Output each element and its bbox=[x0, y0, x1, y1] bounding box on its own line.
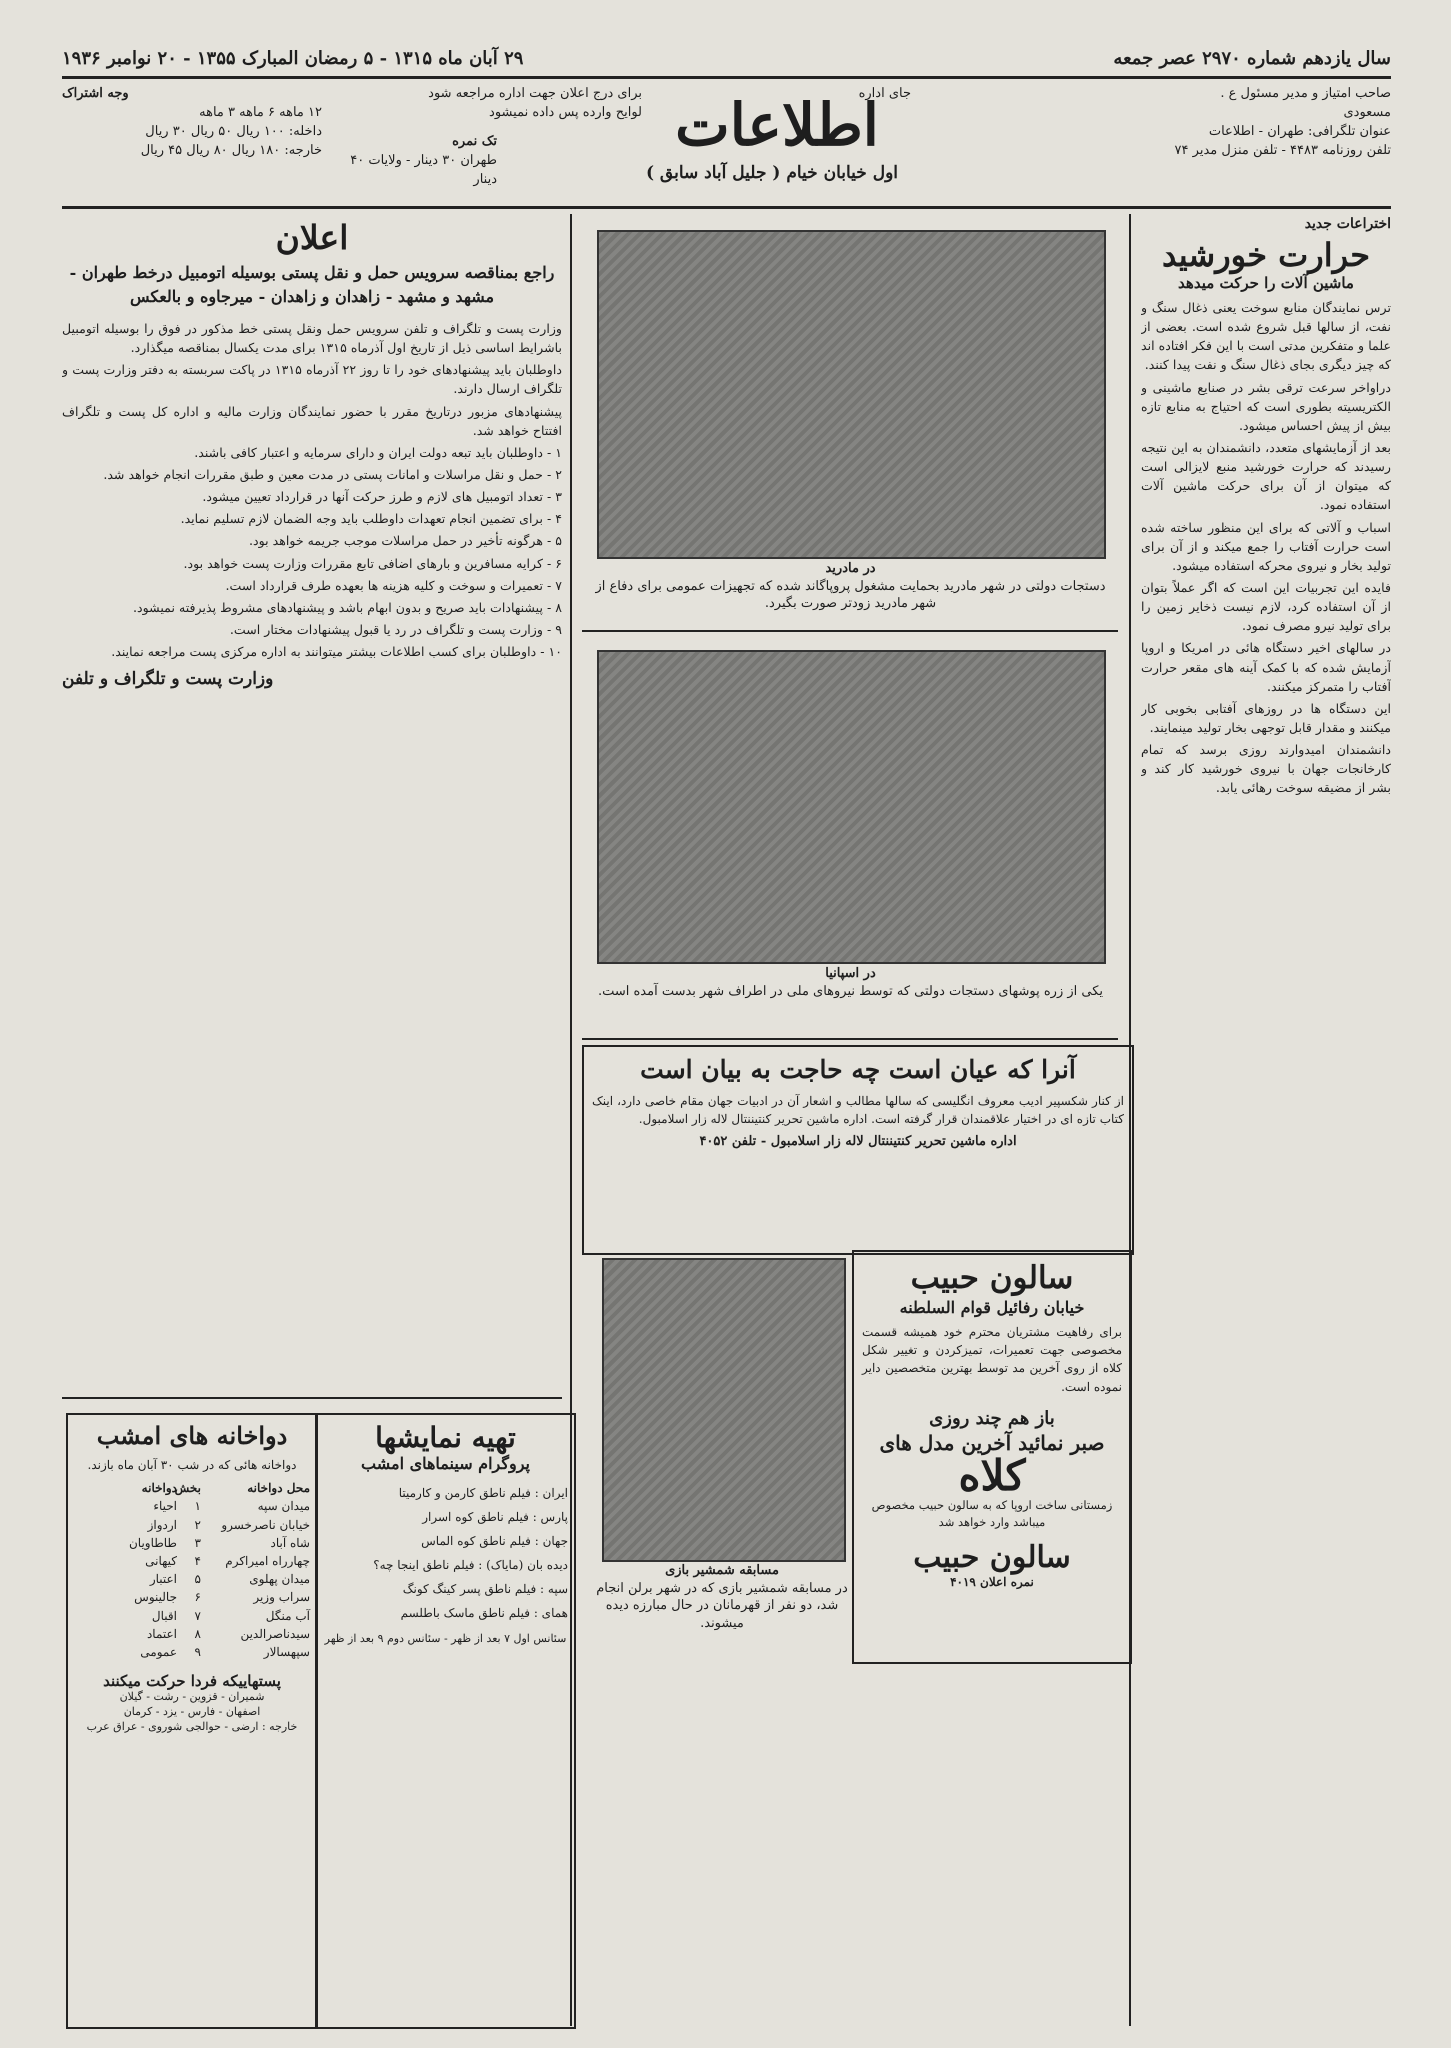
date-line: ۲۹ آبان ماه ۱۳۱۵ - ۵ رمضان المبارک ۱۳۵۵ - ۲۰ نوامبر ۱۹۳۶ bbox=[62, 48, 524, 69]
typewriter-ad-phone: اداره ماشین تحریر کنتیننتال لاله زار اسلامبول - تلفن ۴۰۵۲ bbox=[699, 1134, 1017, 1150]
sun-paragraph-5: فایده این تجربیات این است که اگر عملاً بتوان از آن استفاده کرد، لازم نیست ذخایر زمین را برای تولید نیرو مصرف نمود. bbox=[1141, 579, 1391, 634]
notice-paragraph-3: پیشنهادهای مزبور درتاریخ مقرر با حضور نمایندگان وزارت مالیه و اداره کل پست و تلگراف افتتاح خواهد شد. bbox=[62, 403, 562, 438]
madrid-caption bbox=[588, 560, 1113, 626]
notice-title: اعلان bbox=[275, 218, 349, 257]
sun-article-kicker: اختراعات جدید bbox=[1304, 216, 1391, 232]
masthead bbox=[62, 85, 1391, 205]
subscription-periods: ۱۲ ماهه ۶ ماهه ۳ ماهه bbox=[199, 104, 322, 120]
fencing-photo bbox=[602, 1258, 846, 1562]
spain-photo bbox=[597, 650, 1106, 964]
typewriter-ad-body: از کنار شکسپیر ادیب معروف انگلیسی که سالها مطالب و اشعار آن در ادبیات جهان مقام خاصی دارد، اینک کتاب تازه ای در اختیار علاقمندان قرار گرفته است. اداره ماشین تحریر کنتیننتال لاله زار اسلامبول. bbox=[592, 1094, 1124, 1127]
sun-paragraph-7: این دستگاه ها در روزهای آفتابی بخوبی کار میکنند و مقدار قابل توجهی بخار تولید مینمایند. bbox=[1141, 700, 1391, 735]
pharmacy-row-4-section: ۴ bbox=[194, 1553, 201, 1568]
cinema-title: تهیه نمایشها bbox=[375, 1421, 516, 1454]
cinema-item-2: پارس : فیلم ناطق کوه اسرار bbox=[422, 1510, 568, 1524]
owner-text: صاحب امتیاز و مدیر مسئول ع . مسعودی bbox=[1220, 86, 1391, 120]
fencing-caption-text: در مسابقه شمشیر بازی که در شهر برلن انجام شد، دو نفر از قهرمانان در حال مبارزه دیده میشوند. bbox=[596, 1580, 848, 1631]
masthead-bottom-rule bbox=[62, 206, 1391, 209]
mail-lines bbox=[74, 1690, 310, 1735]
notice-paragraph-13: ۱۰ - داوطلبان برای کسب اطلاعات بیشتر میتوانند به اداره مرکزی پست مراجعه نمایند. bbox=[111, 644, 562, 660]
center-separator-2 bbox=[582, 1038, 1118, 1040]
spain-caption-title: در اسپانیا bbox=[825, 966, 876, 981]
pharmacy-row-9-section: ۹ bbox=[194, 1644, 201, 1659]
habib-mid: باز هم چند روزی bbox=[929, 1407, 1055, 1429]
habib-footer-title: سالون حبیب bbox=[913, 1539, 1071, 1575]
single-price bbox=[337, 133, 497, 193]
habib-salon-ad bbox=[852, 1250, 1132, 1664]
notice-paragraph-4: ۱ - داوطلبان باید تبعه دولت ایران و دارای سرمایه و اعتبار کافی باشند. bbox=[194, 444, 562, 460]
pharmacy-box bbox=[66, 1413, 318, 2029]
cinema-times: سئانس اول ۷ بعد از ظهر - سئانس دوم ۹ بعد از ظهر bbox=[324, 1632, 567, 1645]
typewriter-ad-title: آنرا که عیان است چه حاجت به بیان است bbox=[640, 1055, 1076, 1084]
pharmacy-row-8-section: ۸ bbox=[194, 1626, 201, 1641]
notice-body bbox=[62, 319, 562, 661]
pharmacy-row-5-location: میدان پهلوی bbox=[249, 1572, 310, 1587]
left-column-separator-h bbox=[62, 1397, 562, 1399]
phone-text: تلفن روزنامه ۴۴۸۳ - تلفن منزل مدیر ۷۴ bbox=[1174, 142, 1391, 158]
sun-paragraph-3: بعد از آزمایشهای متعدد، دانشمندان به این نتیجه رسیدند که حرارت خورشید منبع لایزالی است که میتوان از آن برای حرکت ماشین آلات استفاده نمود. bbox=[1141, 439, 1391, 513]
fencing-caption-title: مسابقه شمشیر بازی bbox=[665, 1563, 779, 1578]
mail-title: پستهاییکه فردا حرکت میکنند bbox=[103, 1672, 281, 1691]
single-price-values: طهران ۳۰ دینار - ولایات ۴۰ دینار bbox=[350, 152, 497, 187]
cinema-box bbox=[315, 1413, 576, 2029]
notice-paragraph-2: داوطلبان باید پیشنهادهای خود را تا روز ۲۲ آذرماه ۱۳۱۵ در پاکت سربسته به دفتر وزارت پست و تلگراف ارسال دارند. bbox=[62, 362, 562, 397]
pharmacy-table bbox=[74, 1480, 310, 1660]
mail-line-3: خارجه : ارضی - حوالجی شوروی - عراق عرب bbox=[86, 1719, 298, 1733]
notice-paragraph-6: ۳ - تعداد اتومبیل های لازم و طرز حرکت آنها در قرارداد تعیین میشود. bbox=[202, 489, 562, 505]
telegram-text: عنوان تلگرافی: طهران - اطلاعات bbox=[1208, 123, 1391, 139]
mail-line-1: شمیران - قزوین - رشت - گیلان bbox=[119, 1690, 265, 1704]
notice-paragraph-12: ۹ - وزارت پست و تلگراف در رد یا قبول پیشنهادات مختار است. bbox=[229, 621, 562, 637]
cinema-item-3: جهان : فیلم ناطق کوه الماس bbox=[421, 1534, 568, 1548]
fencing-caption bbox=[592, 1562, 852, 1632]
cinema-item-5: سپه : فیلم ناطق پسر کینگ کونگ bbox=[402, 1582, 568, 1596]
pharmacy-row-2-section: ۲ bbox=[194, 1517, 201, 1532]
notice-bottom: لوایح وارده پس داده نمیشود bbox=[489, 104, 642, 120]
habib-body: برای رفاهیت مشتریان محترم خود همیشه قسمت مخصوصی جهت تعمیرات، تمیزکردن و تغییر شکل کلاه از روی آخرین مد توسط بهترین متخصصین دایر نموده است. bbox=[862, 1325, 1122, 1394]
sun-paragraph-1: ترس نمایندگان منابع سوخت یعنی ذغال سنگ و نفت، از سالها قبل شروع شده است. بعضی از علما و متفکرین مدتی است با این فکر افتاده اند که چیز دیگری بجای ذغال سنگ و نفت پیدا کنند. bbox=[1141, 300, 1391, 373]
center-separator-1 bbox=[582, 630, 1118, 632]
notice-paragraph-1: وزارت پست و تلگراف و تلفن سرویس حمل ونقل پستی خط مذکور در فوق را بوسیله اتومبیل باشرایط اساسی ذیل از تاریخ اول آذرماه ۱۳۱۵ برای مدت یکسال بمناقصه میگذارد. bbox=[62, 321, 562, 356]
pharmacy-row-1-section: ۱ bbox=[194, 1499, 201, 1514]
cinema-item-4: دیده بان (مایاک) : فیلم ناطق اینجا چه؟ bbox=[373, 1558, 568, 1572]
habib-hat: کلاه bbox=[958, 1450, 1026, 1500]
madrid-photo bbox=[597, 230, 1106, 559]
pharmacy-row-8-name: اعتماد bbox=[146, 1626, 177, 1641]
office-label: جای اداره bbox=[858, 86, 911, 101]
madrid-caption-text: دستجات دولتی در شهر مادرید بحمایت مشغول پروپاگاند شده که تجهیزات عمومی برای دفاع از شهر مادرید زودتر صورت بگیرد. bbox=[595, 578, 1106, 612]
typewriter-ad bbox=[582, 1045, 1134, 1255]
notice-paragraph-5: ۲ - حمل و نقل مراسلات و امانات پستی در مدت معین و طبق مقررات انجام خواهد شد. bbox=[103, 466, 562, 482]
pharmacy-row-7-section: ۷ bbox=[194, 1608, 201, 1623]
pharmacy-header-section: بخش bbox=[174, 1481, 201, 1496]
mail-line-2: اصفهان - فارس - یزد - کرمان bbox=[123, 1704, 261, 1718]
pharmacy-row-7-location: آب منگل bbox=[265, 1608, 310, 1623]
pharmacy-row-6-location: سراب وزیر bbox=[253, 1590, 310, 1605]
spain-caption bbox=[588, 965, 1113, 1031]
pharmacy-row-9-location: سپهسالار bbox=[263, 1644, 310, 1659]
pharmacy-row-2-name: اردواز bbox=[147, 1517, 177, 1532]
pharmacy-title: دواخانه های امشب bbox=[96, 1421, 288, 1450]
cinema-subtitle: پروگرام سینماهای امشب bbox=[361, 1454, 530, 1473]
notice-paragraph-8: ۵ - هرگونه تأخیر در حمل مراسلات موجب جریمه خواهد بود. bbox=[248, 533, 562, 549]
subscription-title: وجه اشتراک bbox=[62, 86, 129, 101]
subscription-internal: داخله: ۱۰۰ ریال ۵۰ ریال ۳۰ ریال bbox=[145, 123, 322, 139]
single-price-title: تک نمره bbox=[452, 134, 497, 149]
spain-caption-text: یکی از زره پوشهای دستجات دولتی که توسط نیروهای ملی در اطراف شهر بدست آمده است. bbox=[597, 983, 1104, 999]
top-header bbox=[62, 48, 1391, 72]
sun-paragraph-8: دانشمندان امیدوارند روزی برسد که تمام کارخانجات جهان با نیروی خورشید کار کند و بشر از مضیقه سوخت رهائی یابد. bbox=[1141, 742, 1391, 796]
pharmacy-row-6-name: جالینوس bbox=[134, 1590, 177, 1605]
pharmacy-header-name: دواخانه bbox=[141, 1481, 177, 1496]
pharmacy-row-7-name: اقبال bbox=[151, 1608, 177, 1623]
main-notice bbox=[62, 218, 562, 1386]
pharmacy-row-5-section: ۵ bbox=[194, 1572, 201, 1587]
subscription-external: خارجه: ۱۸۰ ریال ۸۰ ریال ۴۵ ریال bbox=[140, 142, 322, 158]
pharmacy-row-4-location: چهارراه امیراکرم bbox=[225, 1553, 310, 1568]
pharmacy-row-9-name: عمومی bbox=[140, 1644, 177, 1659]
sun-paragraph-6: در سالهای اخیر دستگاه هائی در امریکا و اروپا آزمایش شده که با کمک آینه های مقعر حرارت آفتاب را متمرکز میکنند. bbox=[1141, 640, 1391, 694]
madrid-caption-title: در مادرید bbox=[825, 561, 876, 576]
habib-fashion: صبر نمائید آخرین مدل های bbox=[879, 1430, 1105, 1455]
cinema-item-1: ایران : فیلم ناطق کارمن و کارمیتا bbox=[398, 1486, 568, 1500]
notice-paragraph-7: ۴ - برای تضمین انجام تعهدات داوطلب باید وجه الضمان لازم تسلیم نماید. bbox=[180, 511, 562, 527]
sun-article-subtitle: ماشین آلات را حرکت میدهد bbox=[1178, 274, 1354, 292]
pharmacy-header-location: محل دواخانه bbox=[247, 1481, 310, 1496]
habib-note: زمستانی ساخت اروپا که به سالون حبیب مخصوص میباشد وارد خواهد شد bbox=[871, 1497, 1113, 1530]
sun-article-title: حرارت خورشید bbox=[1161, 236, 1371, 274]
pharmacy-row-8-location: سیدناصرالدین bbox=[240, 1626, 310, 1641]
pharmacy-row-5-name: اعتبار bbox=[149, 1572, 177, 1587]
cinema-list bbox=[323, 1483, 568, 1624]
notice-closing: وزارت پست و تلگراف و تلفن bbox=[62, 669, 274, 690]
pharmacy-row-6-section: ۶ bbox=[194, 1590, 201, 1605]
pharmacy-intro: دواخانه هائی که در شب ۳۰ آبان ماه بازند. bbox=[87, 1458, 297, 1472]
habib-title: سالون حبیب bbox=[910, 1260, 1074, 1296]
pharmacy-row-3-section: ۳ bbox=[194, 1535, 201, 1550]
sun-article-body bbox=[1141, 298, 1391, 798]
notice-paragraph-11: ۸ - پیشنهادات باید صریح و بدون ابهام باشد و پیشنهادهای مشروط پذیرفته نمیشود. bbox=[133, 599, 562, 615]
cinema-item-6: همای : فیلم ناطق ماسک باطلسم bbox=[400, 1606, 568, 1620]
pharmacy-row-4-name: کیهانی bbox=[145, 1553, 177, 1568]
issue-line: سال یازدهم شماره ۲۹۷۰ عصر جمعه bbox=[1113, 48, 1391, 69]
notice-top: برای درج اعلان جهت اداره مراجعه شود bbox=[428, 86, 642, 101]
notice-paragraph-10: ۷ - تعمیرات و سوخت و کلیه هزینه ها بعهده طرف قرارداد است. bbox=[225, 577, 562, 593]
newspaper-address: اول خیابان خیام ( جلیل آباد سابق ) bbox=[645, 163, 899, 183]
pharmacy-row-3-name: طاطاویان bbox=[128, 1535, 177, 1550]
habib-subtitle: خیابان رفائیل قوام السلطنه bbox=[899, 1298, 1085, 1317]
pharmacy-row-1-name: احیاء bbox=[153, 1499, 177, 1514]
pharmacy-row-3-location: شاه آباد bbox=[270, 1535, 310, 1550]
notice-paragraph-9: ۶ - کرایه مسافرین و بارهای اضافی تابع مقررات وزارت پست خواهد بود. bbox=[183, 555, 562, 571]
notice-subtitle: راجع بمناقصه سرویس حمل و نقل پستی بوسیله اتومبیل درخط طهران - مشهد و مشهد - زاهدان و زاهدان - میرجاوه و بالعکس bbox=[69, 263, 555, 306]
sun-paragraph-4: اسباب و آلاتی که برای این منظور ساخته شده است حرارت آفتاب را جمع میکند و از آن برای تولید بخار و نیروی محرکه استفاده میشود. bbox=[1141, 519, 1391, 573]
habib-footer-phone: نمره اعلان ۴۰۱۹ bbox=[950, 1574, 1034, 1589]
masthead-right-info bbox=[1171, 85, 1391, 195]
pharmacy-row-1-location: میدان سپه bbox=[257, 1499, 310, 1514]
pharmacy-row-2-location: خیابان ناصرخسرو bbox=[221, 1517, 310, 1532]
top-rule bbox=[62, 76, 1391, 79]
newspaper-logo: اطلاعات bbox=[675, 91, 879, 159]
sun-article-column bbox=[1141, 214, 1391, 2026]
subscription-box bbox=[62, 85, 322, 205]
sun-paragraph-2: دراواخر سرعت ترقی بشر در صنایع ماشینی و الکتریسیته بطوری است که احتیاج به منابع تازه بیش از پیش احساس میشود. bbox=[1141, 379, 1391, 433]
